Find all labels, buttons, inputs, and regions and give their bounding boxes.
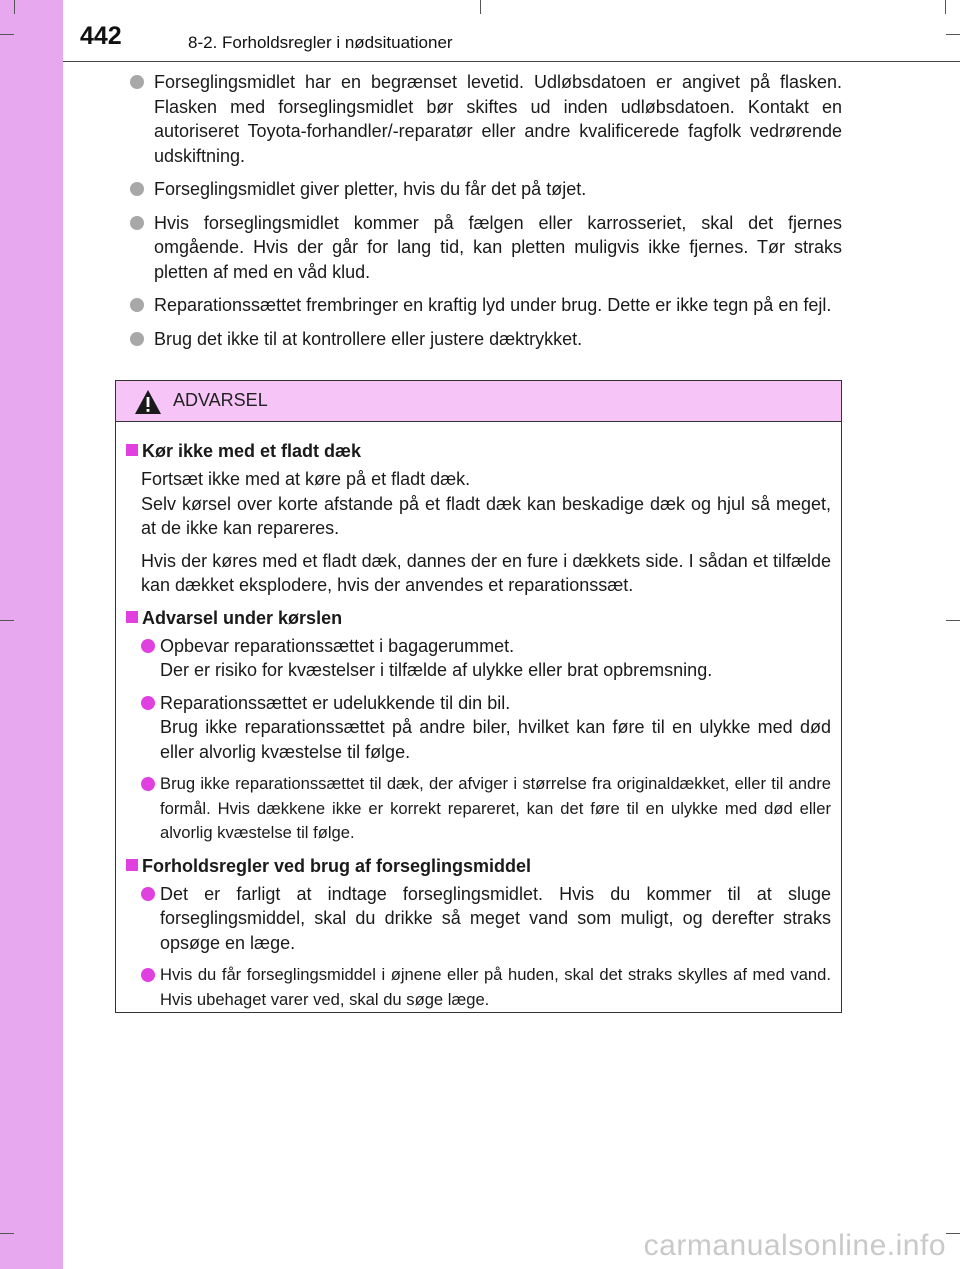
- crop-mark-top-mid: [480, 0, 481, 14]
- info-bullet-text: Reparationssættet frembringer en kraftig lyd under brug. Dette er ikke tegn på en fejl.: [154, 295, 832, 315]
- crop-mark-right-top: [946, 34, 960, 35]
- warning-bullet: [141, 882, 831, 956]
- warning-paragraph: [126, 467, 831, 541]
- bullet-dot-icon: [130, 216, 144, 230]
- warning-body: [116, 422, 841, 1012]
- info-bullet-text: Hvis forseglingsmidlet kommer på fælgen eller karrosseriet, skal det fjernes omgående. Hvis der går for lang tid, kan pletten muligvis ikke fjernes. Tør straks pletten af med en våd klud.: [154, 212, 842, 282]
- warning-header: [116, 381, 841, 422]
- crop-mark-top-left: [14, 0, 15, 14]
- warning-paragraph-line: Fortsæt ikke med at køre på et fladt dæk.: [141, 469, 471, 489]
- warning-paragraph-line: Hvis der køres med et fladt dæk, dannes der en fure i dækkets side. I sådan et tilfælde kan dækket eksplodere, hvis der anvendes et reparationssæt.: [141, 550, 831, 595]
- warning-bullet-line: Opbevar reparationssættet i bagagerummet.: [160, 635, 515, 656]
- info-bullet: [130, 70, 842, 168]
- bullet-dot-icon: [141, 639, 155, 653]
- warning-bullet-line: Brug ikke reparationssættet til dæk, der afviger i størrelse fra originaldækket, eller til andre formål. Hvis dækkene ikke er korrekt repareret, kan det føre til en ulykke med død eller alvorlig kvæstelse til følge.: [160, 774, 831, 842]
- square-bullet-icon: [126, 859, 138, 871]
- warning-bullet: [141, 634, 831, 683]
- warning-bullet: [141, 691, 831, 765]
- crop-mark-right-bottom: [946, 1233, 960, 1234]
- crop-mark-right-mid: [946, 620, 960, 621]
- info-bullet-text: Forseglingsmidlet giver pletter, hvis du får det på tøjet.: [154, 179, 587, 199]
- section-title: 8-2. Forholdsregler i nødsituationer: [188, 33, 453, 52]
- warning-bullet: [141, 963, 831, 1012]
- info-bullet: [130, 293, 842, 318]
- header-divider: [63, 61, 960, 62]
- square-bullet-icon: [126, 611, 138, 623]
- crop-mark-left-bottom: [0, 1233, 14, 1234]
- warning-section-heading: [126, 606, 831, 630]
- warning-box: [115, 380, 842, 1013]
- info-bullet-list: [130, 70, 842, 360]
- info-bullet: [130, 177, 842, 202]
- warning-bullet: [141, 772, 831, 846]
- warning-bullet-line: Der er risiko for kvæstelser i tilfælde af ulykke eller brat opbremsning.: [160, 660, 713, 680]
- watermark-text: carmanualsonline.info: [643, 1229, 946, 1262]
- warning-heading-text: Advarsel under kørslen: [142, 607, 343, 628]
- bullet-dot-icon: [141, 696, 155, 710]
- page-number: 442: [80, 22, 122, 50]
- bullet-dot-icon: [141, 777, 155, 791]
- warning-bullet-line: Reparationssættet er udelukkende til din bil.: [160, 692, 511, 713]
- side-color-bar: [0, 0, 63, 1269]
- crop-mark-top-right: [945, 0, 946, 14]
- warning-bullet-line: Brug ikke reparationssættet på andre biler, hvilket kan føre til en ulykke med død eller alvorlig kvæstelse til følge.: [160, 717, 831, 762]
- warning-label: ADVARSEL: [173, 390, 268, 410]
- crop-mark-left-top: [0, 34, 14, 35]
- bullet-dot-icon: [130, 298, 144, 312]
- warning-paragraph-line: Selv kørsel over korte afstande på et fladt dæk kan beskadige dæk og hjul så meget, at de ikke kan repareres.: [141, 493, 831, 538]
- warning-section-heading: [126, 439, 831, 463]
- bullet-dot-icon: [130, 182, 144, 196]
- warning-bullet-line: Det er farligt at indtage forseglingsmidlet. Hvis du kommer til at sluge forseglingsmiddel, skal du drikke så meget vand som muligt, og derefter straks opsøge en læge.: [160, 883, 831, 953]
- bullet-dot-icon: [130, 75, 144, 89]
- warning-paragraph: [126, 549, 831, 598]
- info-bullet-text: Brug det ikke til at kontrollere eller justere dæktrykket.: [154, 328, 583, 349]
- info-bullet: [130, 327, 842, 352]
- warning-section-heading: [126, 854, 831, 878]
- info-bullet-text: Forseglingsmidlet har en begrænset levetid. Udløbsdatoen er angivet på flasken. Flasken med forseglingsmidlet bør skiftes ud inden udløbsdatoen. Kontakt en autoriseret Toyota-forhandler/-reparatør eller andre kvalificerede fagfolk vedrørende udskiftning.: [154, 72, 842, 166]
- warning-bullet-line: Hvis du får forseglingsmiddel i øjnene eller på huden, skal det straks skylles af med vand. Hvis ubehaget varer ved, skal du søge læge.: [160, 965, 831, 1009]
- info-bullet: [130, 211, 842, 285]
- bullet-dot-icon: [130, 332, 144, 346]
- bullet-dot-icon: [141, 887, 155, 901]
- crop-mark-left-mid: [0, 620, 14, 621]
- warning-heading-text: Forholdsregler ved brug af forseglingsmiddel: [142, 855, 532, 876]
- square-bullet-icon: [126, 444, 138, 456]
- warning-triangle-icon: [134, 388, 162, 416]
- warning-heading-text: Kør ikke med et fladt dæk: [142, 441, 362, 461]
- bullet-dot-icon: [141, 968, 155, 982]
